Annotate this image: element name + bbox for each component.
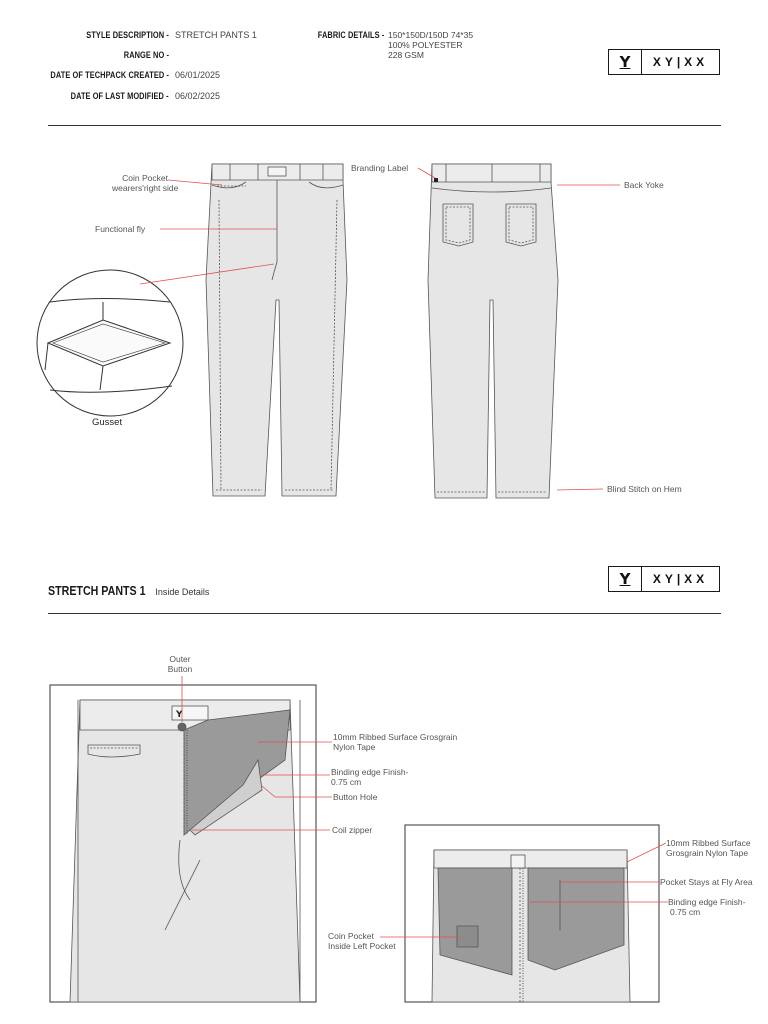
coil-zipper-label: Coil zipper [332,825,373,835]
range-no-label: RANGE NO - [123,50,169,61]
coin-pocket-inside-label: Coin Pocket Inside Left Pocket [328,931,396,951]
coin-pocket-label: Coin Pocket wearers'right side [112,173,179,193]
section-title [48,582,209,600]
branding-label-label: Branding Label [351,163,409,173]
brand-logo-word: XY|XX [652,55,709,69]
button-hole-label: Button Hole [333,792,378,802]
front-pants-flat [206,164,347,496]
pocket-stays-label: Pocket Stays at Fly Area [660,877,753,887]
inside-back-detail [405,825,659,1002]
brand-logo-mark: Y [609,50,642,74]
fabric-details-label: FABRIC DETAILS - [317,30,384,41]
fabric-line-2: 100% POLYESTER [388,40,463,50]
gusset-detail [37,270,183,416]
section-title-subtitle: Inside Details [155,587,210,597]
binding-edge-label: Binding edge Finish- 0.75 cm [331,767,409,787]
date-created-label: DATE OF TECHPACK CREATED - [50,70,169,81]
inside-front-detail [50,685,316,1002]
section-divider [48,613,721,614]
date-created-value: 06/01/2025 [175,70,221,80]
blind-stitch-label: Blind Stitch on Hem [607,484,682,494]
back-yoke-label: Back Yoke [624,180,664,190]
fabric-line-1: 150*150D/150D 74*35 [388,30,474,40]
style-description-value: STRETCH PANTS 1 [175,30,257,40]
binding-edge-right-label: Binding edge Finish- 0.75 cm [668,897,746,917]
date-modified-value: 06/02/2025 [175,91,221,101]
brand-logo-section [608,566,720,592]
section-title-main: STRETCH PANTS 1 [48,583,146,598]
svg-text:Y: Y [176,710,183,720]
style-description-label: STYLE DESCRIPTION - [86,30,169,41]
date-modified-label: DATE OF LAST MODIFIED - [71,91,169,102]
functional-fly-label: Functional fly [95,224,146,234]
brand-logo-word: XY|XX [652,572,709,586]
fabric-line-3: 228 GSM [388,50,424,60]
back-pants-flat [428,164,558,498]
grosgrain-tape-label: 10mm Ribbed Surface Grosgrain Nylon Tape [333,732,458,752]
outer-button-label: Outer Button [167,654,193,674]
gusset-label: Gusset [92,417,123,428]
brand-logo-mark: Y [609,567,642,591]
grosgrain-tape-right-label: 10mm Ribbed Surface Grosgrain Nylon Tape [666,838,751,858]
